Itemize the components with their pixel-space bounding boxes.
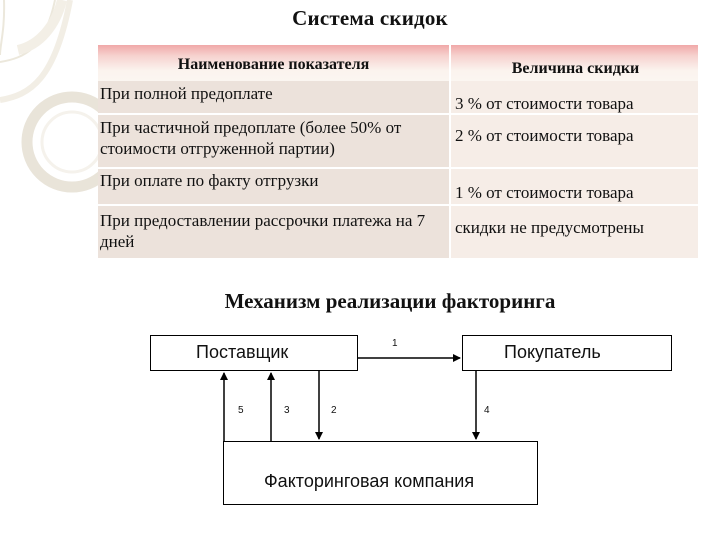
discount-cell: 3 % от стоимости товара: [451, 81, 698, 113]
flow-label-5: 5: [238, 405, 244, 416]
flow-label-1: 1: [392, 338, 398, 349]
supplier-label: Поставщик: [196, 342, 289, 362]
flow-label-4: 4: [484, 405, 490, 416]
flow-label-3: 3: [284, 405, 290, 416]
indicator-cell: При полной предоплате: [98, 81, 451, 113]
indicator-cell: При предоставлении рассрочки платежа на 7 дней: [98, 206, 451, 258]
indicator-cell: При частичной предоплате (более 50% от стоимости отгруженной партии): [98, 115, 451, 167]
factoring-company-label: Факторинговая компания: [264, 471, 475, 491]
buyer-label: Покупатель: [504, 342, 601, 362]
indicator-cell: При оплате по факту отгрузки: [98, 169, 451, 204]
factoring-title: Механизм реализации факторинга: [224, 289, 556, 313]
column-header-indicator: Наименование показателя: [98, 45, 451, 81]
discount-cell: 2 % от стоимости товара: [451, 115, 698, 167]
discount-cell: скидки не предусмотрены: [451, 206, 698, 258]
flow-label-2: 2: [331, 405, 337, 416]
column-header-discount: Величина скидки: [451, 45, 698, 81]
discount-cell: 1 % от стоимости товара: [451, 169, 698, 204]
discount-system-title: Система скидок: [292, 6, 448, 30]
